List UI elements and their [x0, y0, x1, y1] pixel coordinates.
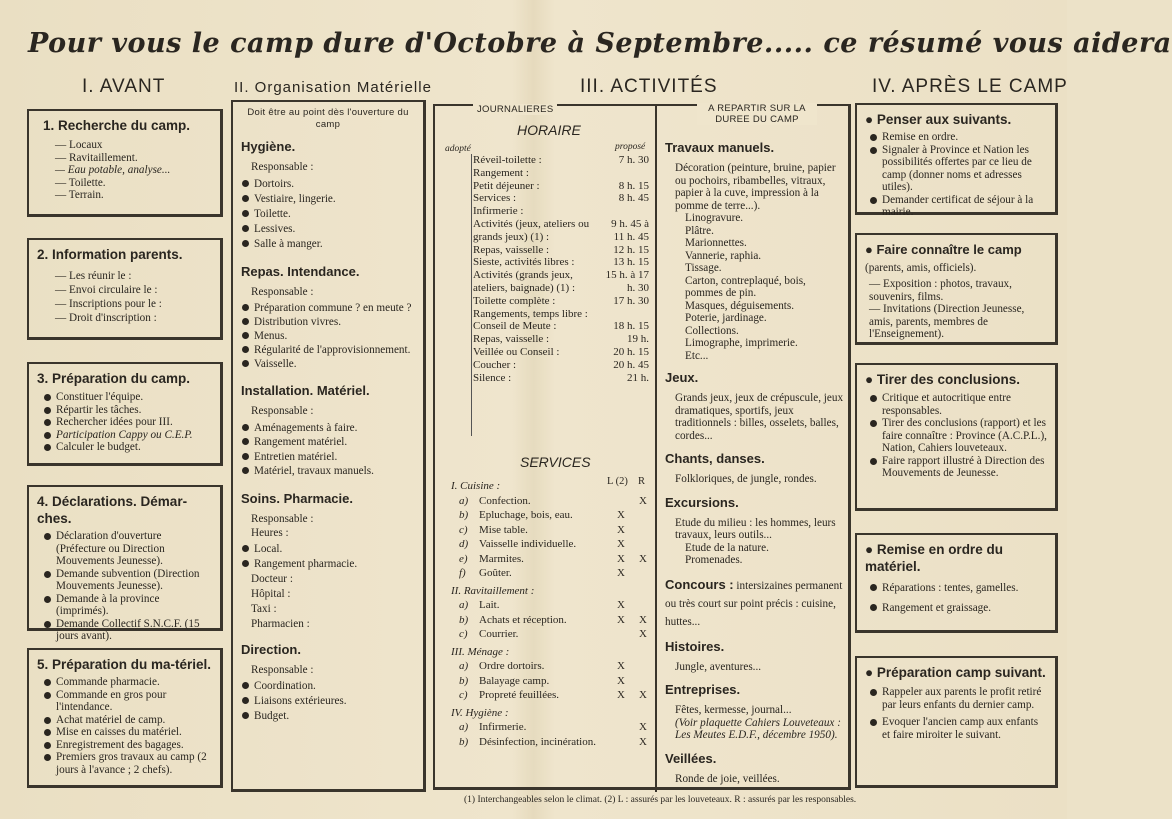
horaire-row [473, 333, 649, 346]
box-conclusions [855, 363, 1058, 511]
services-r [633, 659, 653, 674]
services-letter: b) [459, 613, 469, 626]
services-letter: a) [459, 721, 469, 733]
responsable-label: Responsable : [251, 512, 314, 525]
list-item: Participation Cappy ou C.E.P. [43, 429, 212, 442]
services-label: Marmites. [479, 552, 524, 565]
activity-section [665, 140, 845, 362]
services-letter: f) [459, 567, 466, 579]
page-title: Pour vous le camp dure d'Octobre à Septembre..... ce résumé vous aidera [28, 28, 1172, 59]
services-label: Achats et réception. [479, 613, 567, 626]
box-preparation-suivant [855, 656, 1058, 788]
box-materiel [27, 648, 223, 788]
horaire-time: 12 h. 15 [613, 243, 649, 256]
box-title: ● Faire connaître le camp (parents, amis, officiels). [865, 242, 1022, 274]
services-label: Courrier. [479, 628, 519, 640]
services-r: X [639, 689, 647, 701]
box-penser [855, 103, 1058, 218]
horaire-row [473, 244, 649, 257]
list-item: Remise en ordre. [869, 131, 1047, 144]
activity-text: Décoration (peinture, bruine, papier ou pochoirs, ribambelles, vitraux, papier à la cuve, impression à la pomme de terre...). [675, 162, 836, 212]
list-item: — Eau potable, analyse... [55, 164, 212, 177]
list-item: — Inscriptions pour le : [55, 297, 212, 311]
heures-label: Heures : [251, 527, 289, 539]
activity-section [665, 682, 845, 742]
activity-section [665, 495, 845, 567]
col1-heading: I. AVANT [82, 76, 166, 97]
services-r: X [639, 552, 647, 565]
services-r: X [639, 735, 647, 748]
horaire-label: Rangements, temps libre : [473, 307, 588, 320]
docteur-label: Docteur : [251, 572, 293, 585]
services-l [609, 627, 633, 642]
list-item: Dortoirs. [241, 177, 415, 192]
horaire-time: 18 h. 15 [613, 320, 649, 333]
services-l: X [617, 613, 625, 626]
services-group: I. Cuisine : [451, 480, 501, 492]
activity-note: (Voir plaquette Cahiers Louveteaux : Les Meutes E.D.F., décembre 1950). [675, 716, 841, 741]
list-item: Mise en caisses du matériel. [43, 726, 212, 739]
section-title: Repas. Intendance. [241, 263, 360, 279]
list-item: Réparations : tentes, gamelles. [869, 581, 1047, 595]
list-item: — Toilette. [55, 177, 212, 190]
horaire-time [604, 167, 649, 180]
list-item: — Exposition : photos, travaux, souvenirs, films. [869, 278, 1047, 303]
activity-text: Fêtes, kermesse, journal... [675, 704, 792, 716]
services-r: X [639, 721, 647, 733]
list-item: Vestiaire, lingerie. [241, 192, 415, 207]
horaire-time: 20 h. 15 [613, 345, 649, 358]
horaire-label: Petit déjeuner : [473, 179, 540, 192]
box-title: 1. Recherche du camp. [43, 118, 191, 133]
activity-section [665, 370, 845, 442]
list-item: — Droit d'inscription : [55, 311, 212, 325]
horaire-time [604, 308, 649, 321]
services-row [451, 537, 653, 552]
activity-text: Folkloriques, de jungle, rondes. [675, 473, 817, 485]
activity-sublist [675, 212, 845, 362]
col4-heading: IV. APRÈS LE CAMP [872, 76, 1068, 97]
activity-title: Concours : [665, 576, 734, 592]
adopte-label: adopté [445, 144, 471, 154]
services-label: Mise table. [479, 523, 528, 536]
horaire-time: 20 h. 45 [613, 358, 649, 371]
services-l [609, 720, 633, 735]
services-row [451, 523, 653, 538]
list-item: Commande pharmacie. [43, 676, 212, 689]
box-preparation [27, 362, 223, 466]
services-r [633, 537, 653, 552]
services-label: Lait. [479, 599, 500, 611]
services-group-row [451, 703, 653, 721]
horaire-time: 8 h. 45 [618, 192, 649, 205]
horaire-label: Toilette complète : [473, 294, 556, 307]
horaire-row [473, 218, 649, 244]
horaire-label: Rangement : [473, 166, 529, 179]
services-group: III. Ménage : [451, 645, 510, 658]
column-divider [655, 106, 657, 792]
activity-title: Chants, danses. [665, 451, 765, 466]
horaire-time: 17 h. 30 [613, 294, 649, 307]
footnote: (1) Interchangeables selon le climat. (2) L : assurés par les louveteaux. R : assurés par les responsables. [464, 795, 857, 805]
activity-title: Entreprises. [665, 682, 741, 697]
services-label: Ordre dortoirs. [479, 660, 545, 672]
horaire-row [473, 154, 649, 167]
list-item: Régularité de l'approvisionnement. [241, 343, 415, 357]
horaire-time: 15 h. à 17 h. 30 [605, 269, 649, 294]
horaire-label: Sieste, activités libres : [473, 256, 575, 269]
box-title: 4. Déclarations. Démar-ches. [37, 494, 188, 526]
list-item: Demande Collectif S.N.C.F. (15 jours avant). [43, 618, 212, 643]
box-title: ● Remise en ordre du matériel. [865, 542, 1003, 574]
list-item: Lessives. [241, 222, 415, 237]
list-item: Vaisselle. [241, 357, 415, 371]
services-r [633, 566, 653, 581]
box-title: 5. Préparation du ma-tériel. [37, 657, 212, 672]
services-l: X [617, 674, 625, 687]
responsable-label: Responsable : [251, 663, 314, 676]
box-information [27, 238, 223, 340]
box-title: 2. Information parents. [37, 247, 183, 262]
list-item: Budget. [241, 709, 415, 724]
list-item: Carton, contreplaqué, bois, pommes de pin. [685, 274, 806, 299]
services-r [633, 674, 653, 689]
box-remise-ordre [855, 533, 1058, 633]
services-row [451, 566, 653, 581]
horaire-row [473, 167, 649, 180]
services-label: Propreté feuillées. [479, 689, 560, 701]
services-row [451, 688, 653, 703]
box-title: ● Penser aux suivants. [865, 112, 1012, 127]
list-item: Menus. [241, 329, 415, 343]
list-item: Faire rapport illustré à Direction des Mouvements de Jeunesse. [869, 455, 1047, 480]
adopte-line [471, 154, 472, 436]
services-letter: a) [459, 660, 469, 672]
list-item: Tirer des conclusions (rapport) et les faire connaître : Province (A.C.P.L.), Nation, Cahiers louveteaux. [869, 417, 1047, 455]
list-item: — Les réunir le : [55, 269, 212, 283]
horaire-time [604, 205, 649, 218]
activity-section [665, 576, 845, 630]
horaire-row [473, 346, 649, 359]
horaire-row [473, 192, 649, 205]
list-item: Masques, déguisements. [685, 299, 795, 312]
list-item: Rangement pharmacie. [241, 557, 415, 572]
services-letter: c) [459, 689, 468, 701]
list-item: Entretien matériel. [241, 450, 415, 465]
list-item: Signaler à Province et Nation les possibilités offertes par ce lieu de camp (donner noms et adresses utiles). [869, 144, 1047, 194]
services-l: X [617, 689, 625, 701]
services-r [633, 523, 653, 538]
activity-section [665, 751, 845, 786]
list-item: — Envoi circulaire le : [55, 283, 212, 297]
horaire-label: Silence : [473, 371, 512, 384]
propose-label: proposé [615, 142, 646, 152]
list-item: Achat matériel de camp. [43, 714, 212, 727]
services-row [451, 720, 653, 735]
horaire-label: Activités (jeux, ateliers ou grands jeux) (1) : [473, 217, 590, 243]
activity-text: Jungle, aventures... [675, 660, 762, 673]
activity-section [665, 451, 845, 486]
list-item: — Ravitaillement. [55, 152, 212, 165]
list-item: — Locaux [55, 139, 212, 152]
list-item: Collections. [685, 324, 739, 337]
horaire-label: Activités (grands jeux, ateliers, baignade) (1) : [473, 269, 576, 294]
services-r: X [639, 628, 647, 640]
list-item: Marionnettes. [685, 237, 747, 249]
services-l: X [617, 509, 625, 521]
list-item: Etc... [685, 349, 709, 362]
services-label: Epluchage, bois, eau. [479, 509, 573, 521]
activity-title: Travaux manuels. [665, 140, 775, 155]
services-group-row [451, 476, 653, 494]
box-title: ● Tirer des conclusions. [865, 372, 1020, 387]
services-l: X [617, 660, 625, 672]
list-item: Vannerie, raphia. [685, 249, 762, 262]
services-l: X [617, 567, 625, 579]
list-item: Etude de la nature. [685, 541, 769, 554]
services-row [451, 613, 653, 628]
list-item: Critique et autocritique entre responsables. [869, 392, 1047, 417]
services-l: X [617, 523, 625, 536]
services-group: II. Ravitaillement : [451, 584, 535, 597]
services-r: X [639, 494, 647, 507]
horaire-title: HORAIRE [517, 122, 581, 138]
services-label: Balayage camp. [479, 674, 550, 687]
services-l: X [617, 552, 625, 565]
horaire-time: 8 h. 15 [618, 179, 649, 192]
activity-text: intersizaines permanent ou très court sur point précis : cuisine, huttes... [665, 579, 843, 628]
list-item: Demander certificat de séjour à la mairie. [869, 194, 1047, 219]
horaire-label: Infirmerie : [473, 205, 524, 218]
services-letter: b) [459, 509, 469, 521]
box-recherche [27, 109, 223, 217]
list-item: Local. [241, 542, 415, 557]
box-organisation [231, 100, 426, 792]
list-item: Commande en gros pour l'intendance. [43, 689, 212, 714]
list-item: Aménagements à faire. [241, 421, 415, 436]
list-item: Evoquer l'ancien camp aux enfants et faire miroiter le suivant. [869, 716, 1047, 741]
services-group-row [451, 642, 653, 660]
services-row [451, 552, 653, 567]
journalieres-label: JOURNALIERES [473, 104, 557, 115]
list-item: Promenades. [685, 554, 743, 566]
horaire-label: Services : [473, 192, 517, 205]
services-group-row [451, 581, 653, 599]
horaire-time: 13 h. 15 [613, 256, 649, 269]
horaire-row [473, 205, 649, 218]
horaire-label: Repas, vaisselle : [473, 333, 550, 346]
horaire-time: 9 h. 45 à 11 h. 45 [611, 217, 649, 243]
horaire-row [473, 308, 649, 321]
box-declarations [27, 485, 223, 642]
services-row [451, 735, 653, 750]
activities-list [665, 140, 845, 794]
hopital-label: Hôpital : [251, 587, 291, 600]
horaire-label: Coucher : [473, 358, 517, 371]
activity-section [665, 639, 845, 674]
list-item: Plâtre. [685, 224, 714, 237]
horaire-time: 7 h. 30 [618, 154, 649, 166]
horaire-time: 21 h. [627, 371, 649, 384]
horaire-time: 19 h. [627, 333, 649, 346]
list-item: Coordination. [241, 679, 415, 694]
services-l-head: L (2) [607, 476, 628, 487]
services-letter: b) [459, 735, 469, 748]
box-faire-connaitre [855, 233, 1058, 345]
list-item: Premiers gros travaux au camp (2 jours à l'avance ; 2 chefs). [43, 751, 212, 776]
services-row [451, 659, 653, 674]
services-row [451, 627, 653, 642]
services-r-head: R [638, 476, 646, 487]
services-letter: e) [459, 552, 468, 565]
responsable-label: Responsable : [251, 405, 314, 417]
section-title: Hygiène. [241, 139, 296, 154]
horaire-table [473, 154, 649, 384]
list-item: Déclaration d'ouverture (Préfecture ou Direction Mouvements Jeunesse). [43, 530, 212, 568]
activity-title: Jeux. [665, 370, 699, 385]
horaire-row [473, 295, 649, 308]
list-item: Calculer le budget. [43, 441, 212, 454]
horaire-row [473, 372, 649, 385]
list-item: — Invitations (Direction Jeunesse, amis, parents, membres de l'Enseignement). [869, 303, 1047, 341]
box-activites [433, 104, 851, 790]
horaire-row [473, 256, 649, 269]
list-item: Distribution vivres. [241, 315, 415, 329]
services-l: X [617, 599, 625, 611]
services-group: IV. Hygiène : [451, 706, 509, 719]
services-r: X [639, 613, 647, 626]
responsable-label: Responsable : [251, 161, 314, 173]
list-item: Préparation commune ? en meute ? [241, 301, 415, 315]
services-letter: a) [459, 599, 469, 611]
horaire-row [473, 320, 649, 333]
responsable-label: Responsable : [251, 285, 314, 298]
services-l: X [617, 538, 625, 550]
services-l [609, 494, 633, 509]
horaire-label: Veillée ou Conseil : [473, 345, 560, 358]
horaire-row [473, 269, 649, 295]
services-l [609, 735, 633, 750]
list-item: Liaisons extérieures. [241, 694, 415, 709]
services-r [633, 508, 653, 523]
services-label: Désinfection, incinération. [479, 735, 596, 748]
services-row [451, 508, 653, 523]
horaire-row [473, 359, 649, 372]
horaire-label: Repas, vaisselle : [473, 243, 550, 256]
list-item: Rechercher idées pour III. [43, 416, 212, 429]
activity-text: Ronde de joie, veillées. [675, 772, 780, 785]
services-letter: c) [459, 523, 468, 536]
list-item: Linogravure. [685, 212, 744, 224]
services-row [451, 598, 653, 613]
horaire-label: Réveil-toilette : [473, 154, 542, 166]
list-item: Limographe, imprimerie. [685, 337, 798, 349]
services-table [451, 476, 653, 749]
services-label: Vaisselle individuelle. [479, 538, 577, 550]
list-item: Rappeler aux parents le profit retiré par leurs enfants du dernier camp. [869, 686, 1047, 711]
services-r [633, 598, 653, 613]
list-item: Demande à la province (imprimés). [43, 593, 212, 618]
box-title: ● Préparation camp suivant. [865, 665, 1046, 680]
services-title: SERVICES [520, 454, 591, 470]
col3-heading: III. ACTIVITÉS [580, 76, 718, 97]
activity-title: Excursions. [665, 494, 739, 510]
horaire-label: Conseil de Meute : [473, 320, 557, 333]
services-letter: d) [459, 538, 469, 550]
list-item: — Terrain. [55, 189, 212, 202]
list-item: Rangement matériel. [241, 435, 415, 450]
section-title: Installation. Matériel. [241, 383, 370, 398]
list-item: Tissage. [685, 262, 722, 274]
col2-heading: II. Organisation Matérielle [234, 79, 432, 96]
list-item: Poterie, jardinage. [685, 312, 767, 324]
taxi-label: Taxi : Pharmacien : [251, 602, 310, 630]
list-item: Salle à manger. [241, 237, 415, 252]
services-letter: c) [459, 628, 468, 640]
section-title: Direction. [241, 641, 301, 657]
services-label: Goûter. [479, 567, 512, 579]
list-item: Toilette. [241, 207, 415, 222]
services-label: Confection. [479, 494, 531, 507]
list-item: Demande subvention (Direction Mouvements Jeunesse). [43, 568, 212, 593]
horaire-row [473, 180, 649, 193]
services-label: Infirmerie. [479, 721, 527, 733]
activity-title: Histoires. [665, 638, 725, 654]
list-item: Constituer l'équipe. [43, 391, 212, 404]
list-item: Enregistrement des bagages. [43, 739, 212, 752]
services-row [451, 674, 653, 689]
activity-text: Grands jeux, jeux de crépuscule, jeux dramatiques, sportifs, jeux traditionnels : billes, osselets, balles, cordes... [675, 392, 844, 442]
section-title: Soins. Pharmacie. [241, 490, 353, 506]
list-item: Rangement et graissage. [869, 601, 1047, 615]
list-item: Matériel, travaux manuels. [241, 464, 415, 479]
services-row [451, 494, 653, 509]
services-letter: a) [459, 494, 469, 507]
col2-intro: Doit être au point dès l'ouverture du camp [247, 107, 409, 130]
box-title: 3. Préparation du camp. [37, 371, 191, 386]
activity-sublist [675, 542, 845, 567]
services-letter: b) [459, 674, 469, 687]
repartir-label: A REPARTIR SUR LA DUREE DU CAMP [697, 103, 817, 125]
activity-text: Etude du milieu : les hommes, leurs travaux, leurs outils... [675, 516, 836, 541]
activity-title: Veillées. [665, 750, 717, 766]
list-item: Répartir les tâches. [43, 404, 212, 417]
